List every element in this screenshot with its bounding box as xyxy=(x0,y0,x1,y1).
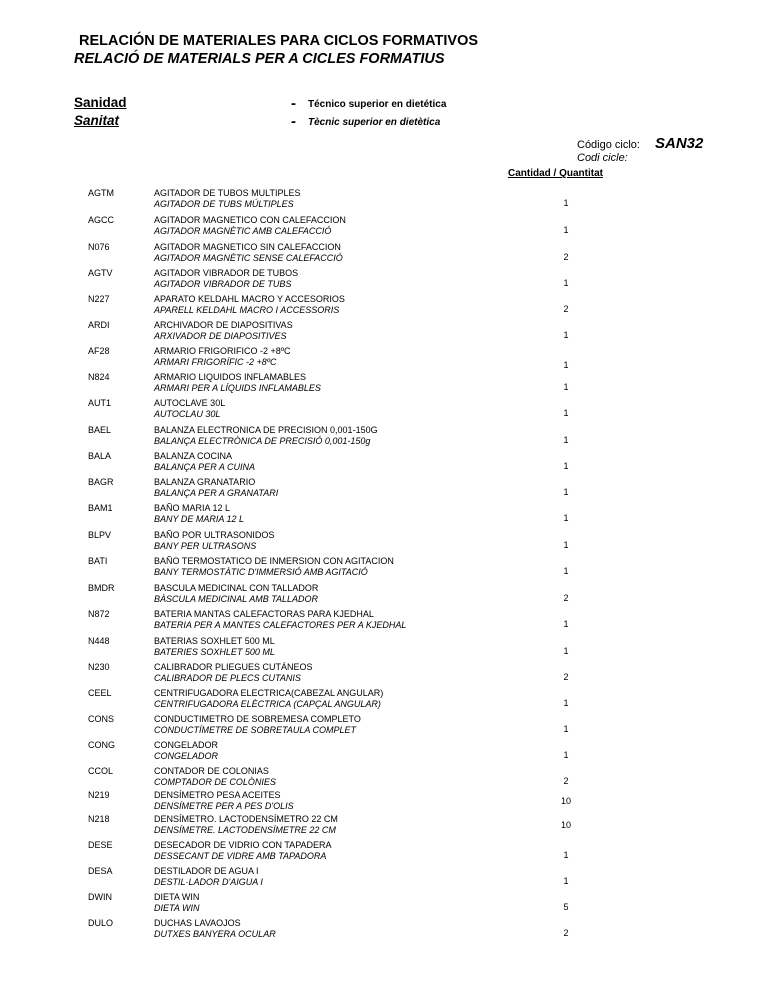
list-item xyxy=(0,215,768,242)
item-description-ca: DENSÍMETRE. LACTODENSÍMETRE 22 CM xyxy=(154,825,336,835)
item-description xyxy=(154,242,343,264)
item-code: BAEL xyxy=(88,425,112,435)
item-description xyxy=(154,530,274,552)
item-description-ca: ARXIVADOR DE DIAPOSITIVES xyxy=(154,331,287,341)
item-description-ca: BALANÇA PER A CUINA xyxy=(154,462,256,472)
item-description xyxy=(154,766,276,788)
item-code: BAM1 xyxy=(88,503,113,513)
list-item xyxy=(0,268,768,295)
list-item xyxy=(0,790,768,817)
item-code: N219 xyxy=(88,790,110,800)
item-description xyxy=(154,425,378,447)
item-code: DESA xyxy=(88,866,113,876)
item-description-ca: AGITADOR VIBRADOR DE TUBS xyxy=(154,279,292,289)
item-code: CONS xyxy=(88,714,115,724)
item-description-es: DUCHAS LAVAOJOS xyxy=(154,918,241,928)
item-description-ca: COMPTADOR DE COLÒNIES xyxy=(154,777,276,787)
item-quantity: 1 xyxy=(563,646,569,656)
item-description-es: ARMARIO LIQUIDOS INFLAMABLES xyxy=(154,372,307,382)
item-description xyxy=(154,583,318,605)
item-description-ca: BANY TERMOSTÀTIC D'IMMERSIÓ AMB AGITACIÓ xyxy=(154,567,368,577)
item-description-es: DENSÍMETRO. LACTODENSÍMETRO 22 CM xyxy=(154,814,338,824)
item-description-ca: DUTXES BANYERA OCULAR xyxy=(154,929,276,939)
item-code: N872 xyxy=(88,609,110,619)
item-description xyxy=(154,688,383,710)
item-description-ca: BANY PER ULTRASONS xyxy=(154,541,257,551)
item-description-es: CONDUCTIMETRO DE SOBREMESA COMPLETO xyxy=(154,714,361,724)
item-description-ca: AUTOCLAU 30L xyxy=(154,409,221,419)
item-description-ca: AGITADOR DE TUBS MÚLTIPLES xyxy=(154,199,294,209)
list-item xyxy=(0,188,768,215)
item-quantity: 1 xyxy=(563,724,569,734)
item-code: DWIN xyxy=(88,892,112,902)
item-quantity: 1 xyxy=(563,461,569,471)
item-code: BMDR xyxy=(88,583,115,593)
item-description-es: DIETA WIN xyxy=(154,892,200,902)
item-code: N218 xyxy=(88,814,110,824)
item-description-es: DESECADOR DE VIDRIO CON TAPADERA xyxy=(154,840,332,850)
item-quantity: 5 xyxy=(563,902,569,912)
item-quantity: 1 xyxy=(563,435,569,445)
cycle-code-label xyxy=(577,139,640,165)
item-code: N824 xyxy=(88,372,110,382)
item-quantity: 10 xyxy=(560,820,571,830)
item-code: N448 xyxy=(88,636,110,646)
item-code: DULO xyxy=(88,918,114,928)
item-quantity: 2 xyxy=(563,672,569,682)
item-description-es: APARATO KELDAHL MACRO Y ACCESORIOS xyxy=(154,294,345,304)
list-item xyxy=(0,688,768,715)
cycle-code-label-ca: Codi cicle: xyxy=(577,152,628,164)
document-title-es: RELACIÓN DE MATERIALES PARA CICLOS FORMATIVOS xyxy=(79,33,479,49)
item-quantity: 2 xyxy=(563,928,569,938)
list-item xyxy=(0,636,768,663)
list-item xyxy=(0,609,768,636)
item-description xyxy=(154,918,276,940)
item-quantity: 1 xyxy=(563,876,569,886)
item-description-ca: BATERIES SOXHLET 500 ML xyxy=(154,647,275,657)
item-description-es: AGITADOR MAGNETICO SIN CALEFACCION xyxy=(154,242,341,252)
item-code: DESE xyxy=(88,840,113,850)
item-description-es: AGITADOR VIBRADOR DE TUBOS xyxy=(154,268,299,278)
item-description xyxy=(154,892,200,914)
item-quantity: 2 xyxy=(563,593,569,603)
list-item xyxy=(0,866,768,893)
item-quantity: 2 xyxy=(563,252,569,262)
item-code: BLPV xyxy=(88,530,112,540)
item-code: CEEL xyxy=(88,688,112,698)
item-description xyxy=(154,398,225,420)
item-code: BATI xyxy=(88,556,108,566)
list-item xyxy=(0,242,768,269)
item-description-ca: BÀSCULA MEDICINAL AMB TALLADOR xyxy=(154,594,319,604)
item-description-ca: ARMARI PER A LÍQUIDS INFLAMABLES xyxy=(154,383,321,393)
item-code: CONG xyxy=(88,740,115,750)
item-description-ca: BATERIA PER A MANTES CALEFACTORES PER A KJEDHAL xyxy=(154,620,407,630)
list-item xyxy=(0,451,768,478)
item-code: N076 xyxy=(88,242,110,252)
item-description xyxy=(154,740,218,762)
item-description-ca: DENSÍMETRE PER A PES D'OLIS xyxy=(154,801,294,811)
item-code: CCOL xyxy=(88,766,114,776)
item-description-ca: CONGELADOR xyxy=(154,751,219,761)
item-description xyxy=(154,662,313,684)
item-description-ca: BALANÇA ELECTRÒNICA DE PRECISIÓ 0,001-150g xyxy=(154,436,371,446)
item-description xyxy=(154,320,293,342)
item-description-ca: DIETA WIN xyxy=(154,903,200,913)
item-description-es: BALANZA COCINA xyxy=(154,451,233,461)
item-quantity: 1 xyxy=(563,619,569,629)
item-description xyxy=(154,790,294,812)
list-item xyxy=(0,556,768,583)
cycle-code-label-es: Código ciclo: xyxy=(577,139,640,151)
list-item xyxy=(0,372,768,399)
item-quantity: 1 xyxy=(563,198,569,208)
item-description xyxy=(154,866,263,888)
item-description-ca: CONDUCTÍMETRE DE SOBRETAULA COMPLET xyxy=(154,725,357,735)
program-ca xyxy=(291,113,440,130)
item-description-es: AGITADOR DE TUBOS MULTIPLES xyxy=(154,188,301,198)
family-label-es: Sanidad xyxy=(74,95,127,110)
item-description-es: CONTADOR DE COLONIAS xyxy=(154,766,269,776)
list-item xyxy=(0,320,768,347)
item-quantity: 1 xyxy=(563,566,569,576)
item-description-es: DESTILADOR DE AGUA I xyxy=(154,866,259,876)
cycle-code-value: SAN32 xyxy=(655,135,704,152)
item-quantity: 1 xyxy=(563,487,569,497)
item-quantity: 1 xyxy=(563,225,569,235)
item-code: BALA xyxy=(88,451,112,461)
list-item xyxy=(0,918,768,945)
list-item xyxy=(0,346,768,373)
list-item xyxy=(0,583,768,610)
item-code: N230 xyxy=(88,662,110,672)
list-item xyxy=(0,740,768,767)
item-description-ca: DESTIL·LADOR D'AIGUA I xyxy=(154,877,263,887)
quantity-column-header: Cantidad / Quantitat xyxy=(508,168,603,179)
item-code: AUT1 xyxy=(88,398,112,408)
item-quantity: 2 xyxy=(563,304,569,314)
item-description xyxy=(154,609,406,631)
item-description-ca: BANY DE MARIA 12 L xyxy=(154,514,245,524)
list-item xyxy=(0,814,768,841)
item-description-es: BALANZA GRANATARIO xyxy=(154,477,256,487)
item-description-es: BASCULA MEDICINAL CON TALLADOR xyxy=(154,583,319,593)
item-description-ca: ARMARI FRIGORÍFIC -2 +8ºC xyxy=(154,357,277,367)
list-item xyxy=(0,840,768,867)
item-description-es: CALIBRADOR PLIEGUES CUTÁNEOS xyxy=(154,662,313,672)
list-item xyxy=(0,294,768,321)
item-code: AGTM xyxy=(88,188,114,198)
item-description-es: BAÑO POR ULTRASONIDOS xyxy=(154,530,275,540)
dash-bullet: - xyxy=(291,95,296,112)
program-label-es: Técnico superior en dietética xyxy=(308,99,447,110)
item-description-ca: APARELL KELDAHL MACRO I ACCESSORIS xyxy=(154,305,340,315)
item-quantity: 1 xyxy=(563,360,569,370)
program-label-ca: Tècnic superior en dietètica xyxy=(308,117,441,128)
item-description xyxy=(154,814,338,836)
list-item xyxy=(0,662,768,689)
item-description-ca: CALIBRADOR DE PLECS CUTANIS xyxy=(154,673,301,683)
item-description-es: BATERIA MANTAS CALEFACTORAS PARA KJEDHAL xyxy=(154,609,374,619)
item-code: AGCC xyxy=(88,215,115,225)
list-item xyxy=(0,766,768,793)
item-description-ca: CENTRIFUGADORA ELÈCTRICA (CAPÇAL ANGULAR) xyxy=(154,699,381,709)
item-description xyxy=(154,188,301,210)
item-description xyxy=(154,503,244,525)
item-quantity: 1 xyxy=(563,750,569,760)
item-description-ca: DESSECANT DE VIDRE AMB TAPADORA xyxy=(154,851,327,861)
list-item xyxy=(0,503,768,530)
item-quantity: 1 xyxy=(563,278,569,288)
item-description xyxy=(154,714,361,736)
item-description xyxy=(154,215,346,237)
item-description-es: DENSÍMETRO PESA ACEITES xyxy=(154,790,281,800)
item-quantity: 1 xyxy=(563,850,569,860)
family-label-ca: Sanitat xyxy=(74,113,120,128)
item-description-es: BAÑO TERMOSTATICO DE INMERSION CON AGITACION xyxy=(154,556,394,566)
list-item xyxy=(0,714,768,741)
item-description xyxy=(154,294,345,316)
item-description xyxy=(154,451,255,473)
item-description xyxy=(154,346,291,368)
item-description-es: BAÑO MARIA 12 L xyxy=(154,503,231,513)
item-quantity: 1 xyxy=(563,330,569,340)
item-code: BAGR xyxy=(88,477,114,487)
item-description-es: CENTRIFUGADORA ELECTRICA(CABEZAL ANGULAR) xyxy=(154,688,384,698)
item-quantity: 10 xyxy=(560,796,571,806)
item-description xyxy=(154,636,275,658)
list-item xyxy=(0,398,768,425)
item-quantity: 1 xyxy=(563,382,569,392)
item-quantity: 1 xyxy=(563,513,569,523)
item-description-es: BATERIAS SOXHLET 500 ML xyxy=(154,636,275,646)
item-quantity: 1 xyxy=(563,540,569,550)
item-description-ca: AGITADOR MAGNÈTIC AMB CALEFACCIÓ xyxy=(154,226,332,236)
item-description xyxy=(154,556,394,578)
item-code: AF28 xyxy=(88,346,110,356)
item-description-es: ARCHIVADOR DE DIAPOSITIVAS xyxy=(154,320,293,330)
item-description-es: CONGELADOR xyxy=(154,740,219,750)
item-description xyxy=(154,477,278,499)
item-description xyxy=(154,840,332,862)
item-description-es: AGITADOR MAGNETICO CON CALEFACCION xyxy=(154,215,346,225)
item-description xyxy=(154,268,298,290)
program-es xyxy=(291,95,446,112)
document-title-ca: RELACIÓ DE MATERIALS PER A CICLES FORMATIUS xyxy=(74,51,445,67)
dash-bullet: - xyxy=(291,113,296,130)
item-code: AGTV xyxy=(88,268,113,278)
list-item xyxy=(0,530,768,557)
item-quantity: 1 xyxy=(563,408,569,418)
item-description-ca: BALANÇA PER A GRANATARI xyxy=(154,488,279,498)
item-quantity: 1 xyxy=(563,698,569,708)
item-code: ARDI xyxy=(88,320,110,330)
item-description-es: ARMARIO FRIGORIFICO -2 +8ºC xyxy=(154,346,291,356)
item-description-es: BALANZA ELECTRONICA DE PRECISION 0,001-150G xyxy=(154,425,378,435)
item-description-es: AUTOCLAVE 30L xyxy=(154,398,226,408)
item-quantity: 2 xyxy=(563,776,569,786)
list-item xyxy=(0,477,768,504)
list-item xyxy=(0,892,768,919)
item-code: N227 xyxy=(88,294,110,304)
list-item xyxy=(0,425,768,452)
item-description-ca: AGITADOR MAGNÈTIC SENSE CALEFACCIÓ xyxy=(154,253,343,263)
item-description xyxy=(154,372,321,394)
